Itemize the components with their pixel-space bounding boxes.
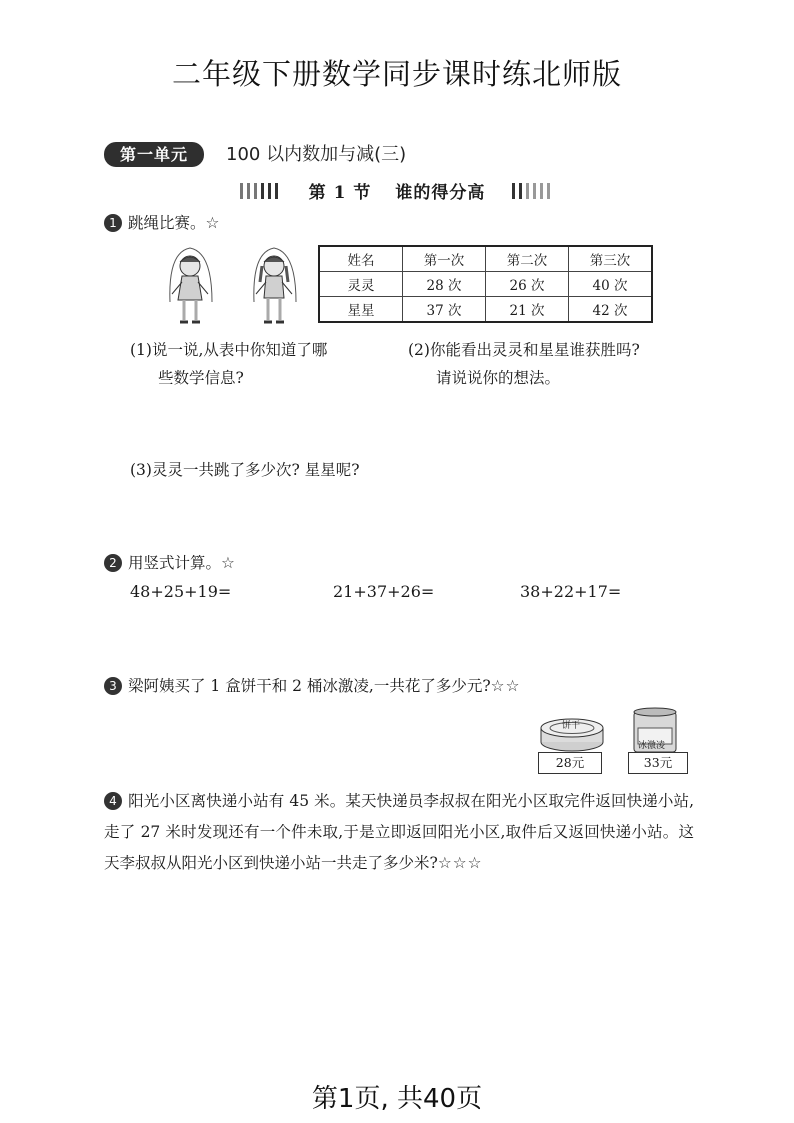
ice-cream-label: 冰激凌 <box>638 741 666 751</box>
table-cell: 26 次 <box>486 272 569 297</box>
sub-question-3: (3)灵灵一共跳了多少次? 星星呢? <box>130 461 360 479</box>
question-4 <box>104 786 694 879</box>
section-title <box>309 178 486 203</box>
question-number: 3 <box>104 677 122 695</box>
table-cell: 星星 <box>319 297 403 323</box>
table-row <box>319 297 652 323</box>
question-number: 4 <box>104 792 122 810</box>
table-header: 第一次 <box>403 246 486 272</box>
question-number: 1 <box>104 214 122 232</box>
calc-expression: 21+37+26= <box>333 582 435 601</box>
question-1 <box>104 213 220 233</box>
section-name: 谁的得分高 <box>395 183 486 203</box>
calc-expression: 38+22+17= <box>520 582 622 601</box>
question-text: 梁阿姨买了 1 盒饼干和 2 桶冰激凌,一共花了多少元? <box>128 677 491 695</box>
biscuit-price-tag: 28元 <box>538 752 602 774</box>
table-cell: 40 次 <box>569 272 653 297</box>
biscuit-label: 饼干 <box>562 721 581 731</box>
table-cell: 21 次 <box>486 297 569 323</box>
jump-rope-girls-illustration <box>160 242 310 328</box>
question-text: 用竖式计算。 <box>128 554 222 572</box>
question-number: 2 <box>104 554 122 572</box>
table-header: 第二次 <box>486 246 569 272</box>
page-title: 二年级下册数学同步课时练北师版 <box>171 57 622 91</box>
section-number: 第 1 节 <box>308 183 372 203</box>
difficulty-stars: ☆☆☆ <box>437 854 483 872</box>
table-header: 姓名 <box>319 246 403 272</box>
question-3 <box>104 676 520 696</box>
table-row <box>319 272 652 297</box>
difficulty-stars: ☆ <box>221 554 236 572</box>
sub-question-1 <box>130 336 390 392</box>
sub-question-line: 请说说你的想法。 <box>436 369 561 387</box>
table-header: 第三次 <box>569 246 653 272</box>
question-text: 阳光小区离快递小站有 45 米。某天快递员李叔叔在阳光小区取完件返回快递小站,走了 27 米时发现还有一个件未取,于是立即返回阳光小区,取件后又返回快递小站。这天李叔叔从阳光小区到快递小站一共走了多少米? <box>104 792 694 872</box>
unit-badge: 第一单元 <box>104 142 204 167</box>
decorative-bars-left <box>240 183 282 199</box>
sub-question-2 <box>408 336 708 392</box>
table-cell: 42 次 <box>569 297 653 323</box>
sub-question-line: (1)说一说,从表中你知道了哪 <box>130 341 328 359</box>
difficulty-stars: ☆☆ <box>490 677 521 695</box>
ice-cream-price-tag: 33元 <box>628 752 688 774</box>
question-2 <box>104 553 236 573</box>
calc-expression: 48+25+19= <box>130 582 232 601</box>
table-cell: 37 次 <box>403 297 486 323</box>
section-header <box>0 178 794 202</box>
table-cell: 28 次 <box>403 272 486 297</box>
table-cell: 灵灵 <box>319 272 403 297</box>
table-header-row <box>319 246 652 272</box>
score-table <box>318 245 653 323</box>
sub-question-line: (2)你能看出灵灵和星星谁获胜吗? <box>408 341 640 359</box>
page-footer: 第1页, 共40页 <box>311 1084 483 1114</box>
sub-question-line: 些数学信息? <box>158 369 244 387</box>
decorative-bars-right <box>512 183 554 199</box>
unit-title: 100 以内数加与减(三) <box>226 144 407 165</box>
difficulty-stars: ☆ <box>205 214 221 232</box>
question-text: 跳绳比赛。 <box>128 214 206 232</box>
